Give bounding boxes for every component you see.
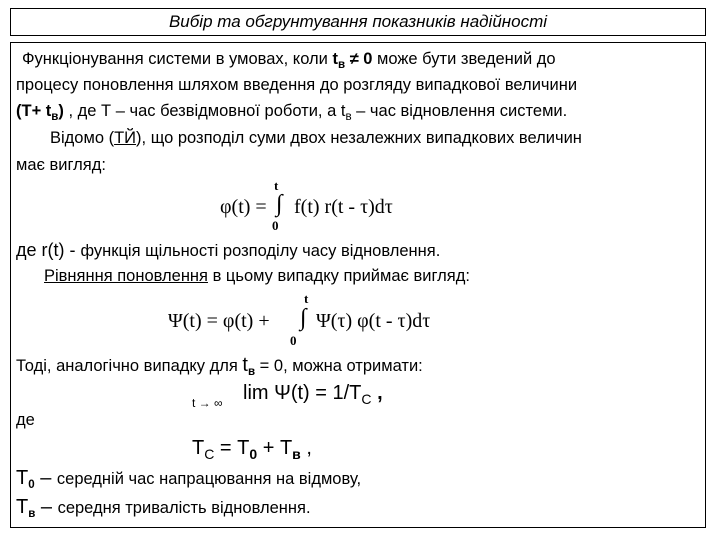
p2-ref-link[interactable]: ТЙ [114, 129, 137, 147]
p1-v: в [337, 59, 346, 72]
p1-tv-close: ) [58, 102, 64, 120]
f3-end: , [300, 437, 312, 459]
limit-end: , [371, 382, 383, 404]
renewal-equation-link[interactable]: Рівняння поновлення [44, 267, 208, 285]
def2-text: середня тривалість відновлення. [57, 499, 311, 517]
def1-T: Т [16, 467, 29, 489]
p1-line3 [16, 101, 567, 127]
p1-text-b: може бути зведений до [372, 50, 556, 68]
r-text: функція щільності розподілу часу відновлення. [80, 242, 441, 260]
p1-line1 [22, 49, 556, 75]
def1-dash: – [34, 467, 57, 489]
p1-tv-open: (Т+ t [16, 102, 52, 120]
r-de: де [16, 240, 42, 260]
p4-line [16, 355, 423, 382]
p1-line3-text: , де Т – час безвідмовної роботи, а t [63, 102, 346, 120]
r-symbol: r(t) - [41, 240, 81, 260]
p1-line2: процесу поновлення шляхом введення до розгляду випадкової величини [16, 76, 578, 94]
p3-line [44, 266, 470, 286]
de-label: де [16, 411, 35, 429]
def2-line [16, 495, 311, 526]
f3-c: С [204, 445, 215, 462]
p1-ne-zero: ≠ 0 [345, 50, 373, 68]
limit-expr [243, 381, 383, 411]
f3-plus: + Т [257, 437, 293, 459]
formula3 [192, 436, 312, 466]
formula2-lhs: Ψ(t) = φ(t) + [168, 310, 270, 332]
formula2-integral: ∫ [300, 305, 307, 331]
def2-sub: в [28, 508, 36, 521]
formula2-lower: 0 [290, 333, 297, 348]
formula1-rhs: f(t) r(t - τ)dτ [294, 196, 393, 218]
p1-t: t [332, 50, 338, 68]
def1-sub: 0 [28, 479, 35, 492]
formula1-integral: ∫ [276, 191, 283, 217]
p2-text-a: Відомо ( [50, 129, 115, 147]
p4-text-b: = 0, можна отримати: [255, 357, 423, 375]
limit-under: t → ∞ [192, 396, 223, 410]
p3-rest: в цьому випадку приймає вигляд: [207, 267, 470, 285]
p2-line2: має вигляд: [16, 156, 106, 174]
def2-dash: – [35, 496, 58, 518]
formula1-lower: 0 [272, 218, 279, 233]
formula2-rhs: Ψ(τ) φ(t - τ)dτ [316, 310, 431, 332]
f3-eq: = Т [214, 437, 250, 459]
formula2-upper: t [304, 291, 309, 306]
limit-main: lim Ψ(t) = 1/Т [243, 382, 362, 404]
p1-line3-sub: в [345, 111, 352, 124]
f3-v: в [292, 445, 301, 462]
formula1-lhs: φ(t) = [220, 196, 267, 218]
f3-T: Т [192, 437, 205, 459]
def1-line [16, 466, 361, 497]
p1-line3-end: – час відновлення системи. [351, 102, 568, 120]
formula1-upper: t [274, 178, 279, 193]
limit-sub: С [361, 390, 372, 407]
f3-zero: 0 [249, 445, 258, 462]
def2-T: Т [16, 496, 29, 518]
p2-line1 [50, 128, 582, 148]
p2-text-b: ), що розподіл суми двох незалежних випадкових величин [136, 129, 582, 147]
p1-text-a: Функціонування системи в умовах, коли [22, 50, 333, 68]
p4-v: в [247, 366, 256, 379]
slide-title [10, 8, 706, 36]
slide-title-text: Вибір та обгрунтування показників надійності [168, 12, 548, 31]
p1-tv-sub: в [51, 111, 59, 124]
r-line [16, 240, 440, 261]
p4-t: t [242, 354, 248, 376]
p4-text-a: Тоді, аналогічно випадку для [16, 357, 243, 375]
def1-text: середній час напрацювання на відмову, [56, 470, 362, 488]
